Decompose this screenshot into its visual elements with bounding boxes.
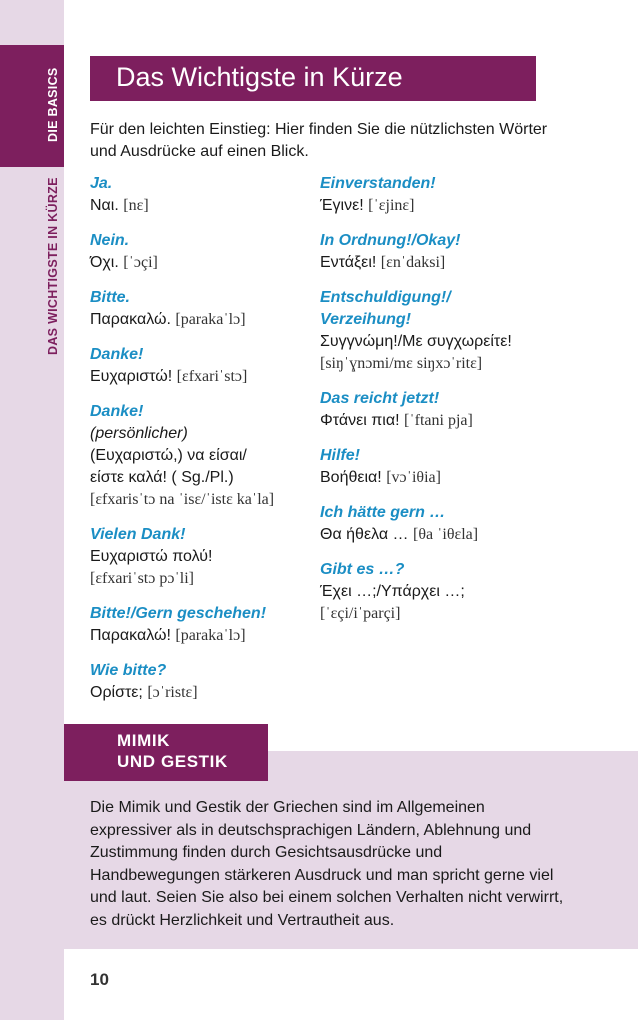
phrase-german: Entschuldigung!/: [320, 289, 451, 306]
phrase-greek-line: [320, 467, 560, 489]
phrase-greek-line: [320, 195, 560, 217]
phrase-greek: Έχει …;/Υπάρχει …;: [320, 583, 465, 600]
phrase-pronunciation: [ˈɛçi/iˈparçi]: [320, 605, 401, 622]
phrase-greek-line: [90, 195, 315, 217]
phrase-pronunciation: [parakaˈlɔ]: [175, 311, 246, 328]
phrase-pronunciation: [parakaˈlɔ]: [175, 627, 246, 644]
phrase-greek: Έγινε!: [320, 197, 364, 214]
phrase-greek: Ευχαριστώ πολύ!: [90, 548, 213, 565]
phrase-item: [90, 660, 315, 704]
phrase-pronunciation: [ˈɔçi]: [123, 254, 158, 271]
phrase-german: Vielen Dank!: [90, 526, 186, 543]
section-label: DIE BASICS: [46, 67, 60, 142]
phrase-german: Ich hätte gern …: [320, 504, 446, 521]
phrase-greek: Βοήθεια!: [320, 469, 382, 486]
phrase-greek-line: [90, 309, 315, 331]
phrase-german: Nein.: [90, 232, 130, 249]
page-title: Das Wichtigste in Kürze: [116, 62, 403, 92]
phrase-pronunciation: [ɛfxariˈstɔ pɔˈli]: [90, 570, 194, 587]
phrase-pronunciation: [ɛfxarisˈtɔ na ˈisɛ/ˈistɛ kaˈla]: [90, 491, 275, 508]
phrase-pronunciation: [ɛnˈdaksi]: [380, 254, 446, 271]
phrase-greek-line: [90, 252, 315, 274]
phrase-item: [90, 230, 315, 274]
phrase-greek-line: [90, 366, 315, 388]
mimik-heading-line1: MIMIK: [117, 731, 171, 750]
phrase-greek: Συγγνώμη!/Με συγχωρείτε!: [320, 333, 512, 350]
phrase-pronunciation: [ɛfxariˈstɔ]: [176, 368, 248, 385]
phrase-german: In Ordnung!/Okay!: [320, 232, 461, 249]
phrase-greek: Παρακαλώ.: [90, 311, 171, 328]
phrase-greek-line: [320, 252, 560, 274]
phrase-item: [320, 287, 560, 375]
title-bar: [90, 56, 536, 101]
phrase-greek-line: [90, 682, 315, 704]
phrase-item: [320, 502, 560, 546]
phrase-pronunciation: [nɛ]: [123, 197, 149, 214]
phrase-german: Ja.: [90, 175, 113, 192]
phrase-german: Einverstanden!: [320, 175, 436, 192]
phrase-german: Verzeihung!: [320, 311, 411, 328]
phrase-greek: Παρακαλώ!: [90, 627, 171, 644]
phrase-german: Hilfe!: [320, 447, 360, 464]
phrase-greek: Ναι.: [90, 197, 119, 214]
phrase-greek-line: [90, 625, 315, 647]
phrase-german: Wie bitte?: [90, 662, 167, 679]
phrase-item: [90, 173, 315, 217]
phrase-greek: Φτάνει πια!: [320, 412, 400, 429]
phrase-item: [320, 559, 560, 625]
phrase-german: Danke!: [90, 403, 144, 420]
phrase-german: Bitte.: [90, 289, 130, 306]
phrase-pronunciation: [siŋˈɣnɔmi/mɛ siŋxɔˈritɛ]: [320, 355, 483, 372]
phrase-item: [320, 388, 560, 432]
phrase-german: Gibt es …?: [320, 561, 405, 578]
phrase-item: [320, 445, 560, 489]
page-number: 10: [90, 970, 109, 989]
phrase-greek-line: [320, 524, 560, 546]
phrase-column-right: [320, 173, 560, 638]
mimik-text: Die Mimik und Gestik der Griechen sind im Allgemeinen expressiver als in deutschsprachigen Ländern, Ablehnung und Zustimmung finden durch Gesichtsausdrücke und Handbewegungen stärkeren Ausdruck und man spricht gerne viel und laut. Seien Sie also bei einem solchen Verhalten nicht verwirrt, es drückt Herzlichkeit und Vertrautheit aus.: [90, 799, 564, 929]
topic-label: DAS WICHTIGSTE IN KÜRZE: [46, 177, 60, 355]
phrase-greek: είστε καλά! ( Sg./Pl.): [90, 469, 234, 486]
phrase-item: [90, 287, 315, 331]
phrase-german: Danke!: [90, 346, 144, 363]
phrase-greek: Ορίστε;: [90, 684, 143, 701]
phrase-pronunciation: [vɔˈiθia]: [386, 469, 441, 486]
phrase-item: [320, 230, 560, 274]
phrase-greek-line: [320, 410, 560, 432]
phrase-item: [90, 401, 315, 511]
phrase-pronunciation: [ɔˈristɛ]: [147, 684, 198, 701]
phrase-item: [90, 603, 315, 647]
phrase-german: Das reicht jetzt!: [320, 390, 440, 407]
phrase-pronunciation: [θa ˈiθɛla]: [412, 526, 479, 543]
phrase-greek: Όχι.: [90, 254, 119, 271]
phrase-greek: Θα ήθελα …: [320, 526, 409, 543]
phrase-pronunciation: [ˈɛjinɛ]: [368, 197, 415, 214]
phrase-german-note: (persönlicher): [90, 425, 188, 442]
phrase-greek: Ευχαριστώ!: [90, 368, 173, 385]
phrase-item: [90, 344, 315, 388]
phrase-item: [320, 173, 560, 217]
mimik-heading: [64, 724, 268, 781]
mimik-heading-line2: UND GESTIK: [117, 752, 228, 771]
intro-text: Für den leichten Einstieg: Hier finden Sie die nützlichsten Wörter und Ausdrücke auf einen Blick.: [90, 121, 548, 160]
phrase-greek: (Ευχαριστώ,) να είσαι/: [90, 447, 247, 464]
phrase-pronunciation: [ˈftani pja]: [403, 412, 473, 429]
phrase-item: [90, 524, 315, 590]
phrase-greek: Εντάξει!: [320, 254, 377, 271]
phrase-column-left: [90, 173, 315, 717]
phrase-german: Bitte!/Gern geschehen!: [90, 605, 267, 622]
